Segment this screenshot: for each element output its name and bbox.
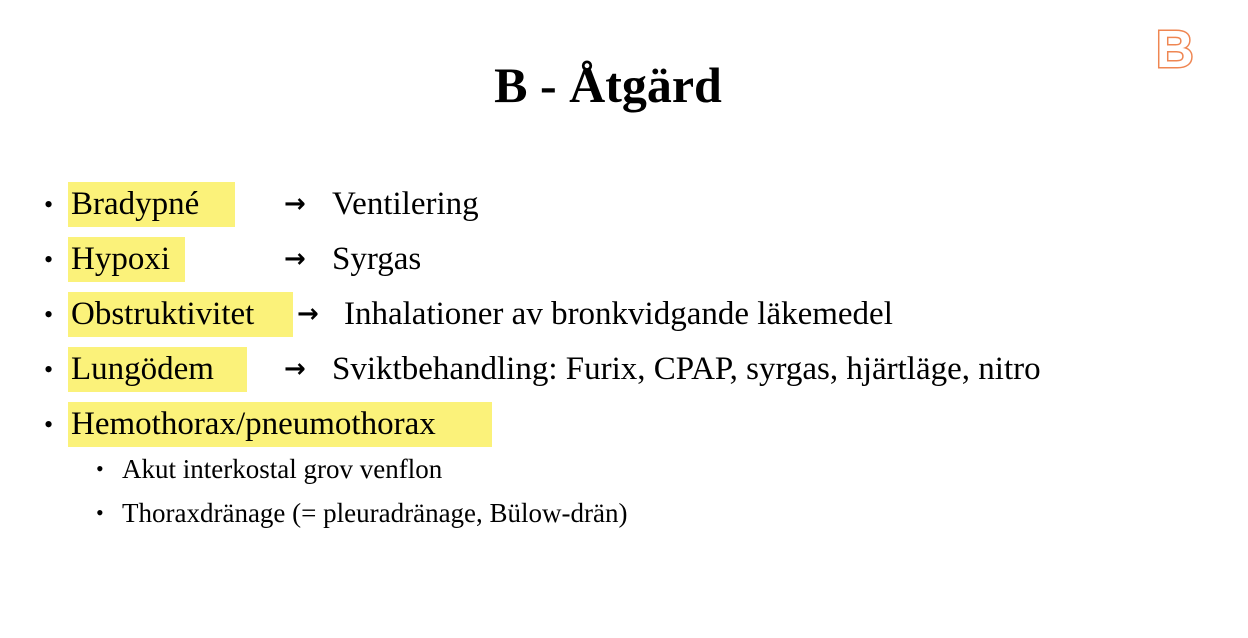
bullet-icon: • (96, 456, 104, 481)
bullet-icon: • (44, 355, 54, 384)
highlighted-term: Obstruktivitet (68, 292, 293, 337)
highlighted-term: Bradypné (68, 182, 235, 227)
bullet-icon: • (44, 190, 54, 219)
action-text: Syrgas (332, 241, 422, 277)
sub-item-text: Akut interkostal grov venflon (122, 454, 443, 484)
bullet-icon: • (44, 410, 54, 439)
arrow-icon: → (284, 189, 306, 219)
highlighted-term: Lungödem (68, 347, 247, 392)
action-text: Inhalationer av bronkvidgande läkemedel (344, 296, 893, 332)
highlighted-term: Hemothorax/pneumothorax (68, 402, 492, 447)
sub-item-text: Thoraxdränage (= pleuradränage, Bülow-drän) (122, 498, 628, 528)
arrow-icon: → (284, 354, 306, 384)
arrow-icon: → (284, 244, 306, 274)
arrow-icon: → (297, 299, 319, 329)
bullet-icon: • (44, 300, 54, 329)
bullet-icon: • (96, 500, 104, 525)
action-text: Ventilering (332, 186, 479, 222)
action-text: Sviktbehandling: Furix, CPAP, syrgas, hjärtläge, nitro (332, 351, 1041, 387)
section-badge: B (1156, 21, 1194, 79)
bullet-icon: • (44, 245, 54, 274)
page-title: B - Åtgärd (494, 57, 722, 113)
highlighted-term: Hypoxi (68, 237, 185, 282)
